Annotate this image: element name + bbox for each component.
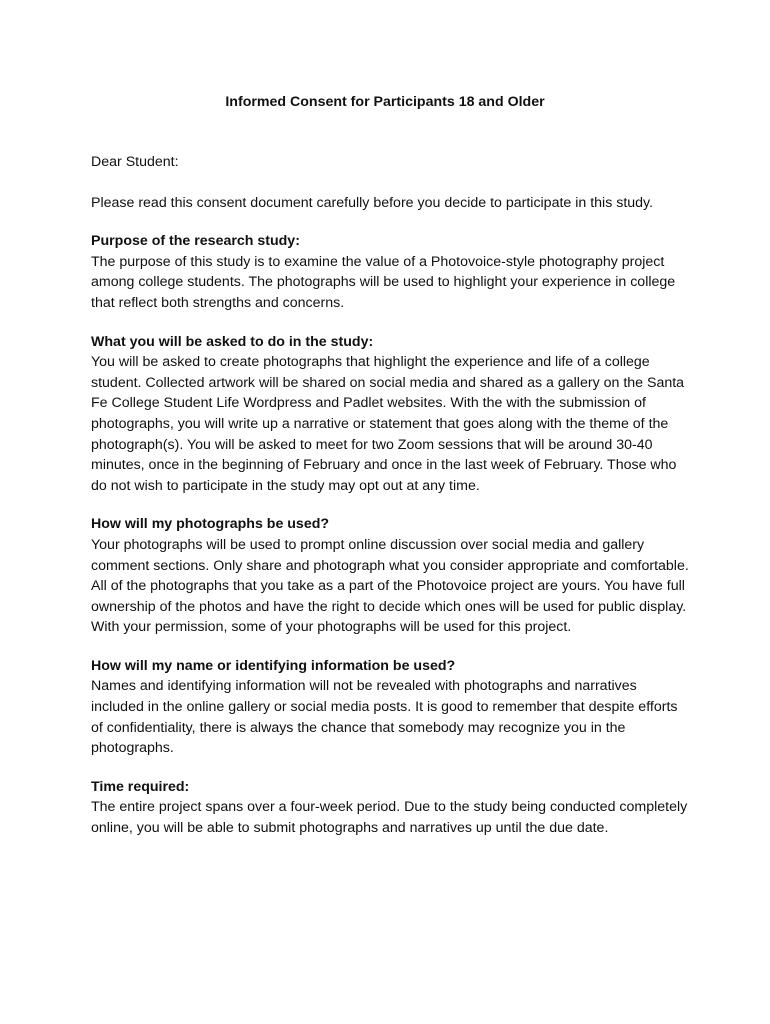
section-procedure xyxy=(91,332,691,497)
section-purpose xyxy=(91,231,691,313)
section-photo-usage xyxy=(91,514,691,638)
section-heading: How will my photographs be used? xyxy=(91,516,330,533)
document-title: Informed Consent for Participants 18 and Older xyxy=(225,94,545,110)
section-identity-usage xyxy=(91,656,691,759)
greeting: Dear Student: xyxy=(91,154,179,170)
section-body: The purpose of this study is to examine the value of a Photovoice-style photography project among college students. The photographs will be used to highlight your experience in college that reflect both strengths and concerns. xyxy=(91,253,676,311)
section-heading: Purpose of the research study: xyxy=(91,233,300,250)
section-heading: Time required: xyxy=(91,778,190,795)
section-heading: How will my name or identifying information be used? xyxy=(91,657,456,674)
section-body: The entire project spans over a four-week period. Due to the study being conducted completely online, you will be able to submit photographs and narratives up until the due date. xyxy=(91,799,688,837)
section-body: Your photographs will be used to prompt online discussion over social media and gallery comment sections. Only share and photograph what you consider appropriate and comfortable. All of the photographs that you take as a part of the Photovoice project are yours. You have full ownership of the photos and have the right to decide which ones will be used for public display. With your permission, some of your photographs will be used for this project. xyxy=(91,536,689,636)
section-heading: What you will be asked to do in the study: xyxy=(91,333,374,350)
document-body xyxy=(91,152,691,857)
section-body: Names and identifying information will not be revealed with photographs and narratives included in the online gallery or social media posts. It is good to remember that despite efforts of confidentiality, there is always the chance that somebody may recognize you in the photographs. xyxy=(91,678,678,757)
section-body: You will be asked to create photographs that highlight the experience and life of a college student. Collected artwork will be shared on social media and shared as a gallery on the Santa Fe College Student Life Wordpress and Padlet websites. With the with the submission of photographs, you will write up a narrative or statement that goes along with the theme of the photograph(s). You will be asked to meet for two Zoom sessions that will be around 30-40 minutes, once in the beginning of February and once in the last week of February. Those who do not wish to participate in the study may opt out at any time. xyxy=(91,354,685,494)
intro-paragraph: Please read this consent document carefully before you decide to participate in this study. xyxy=(91,194,654,211)
section-time-required xyxy=(91,777,691,839)
